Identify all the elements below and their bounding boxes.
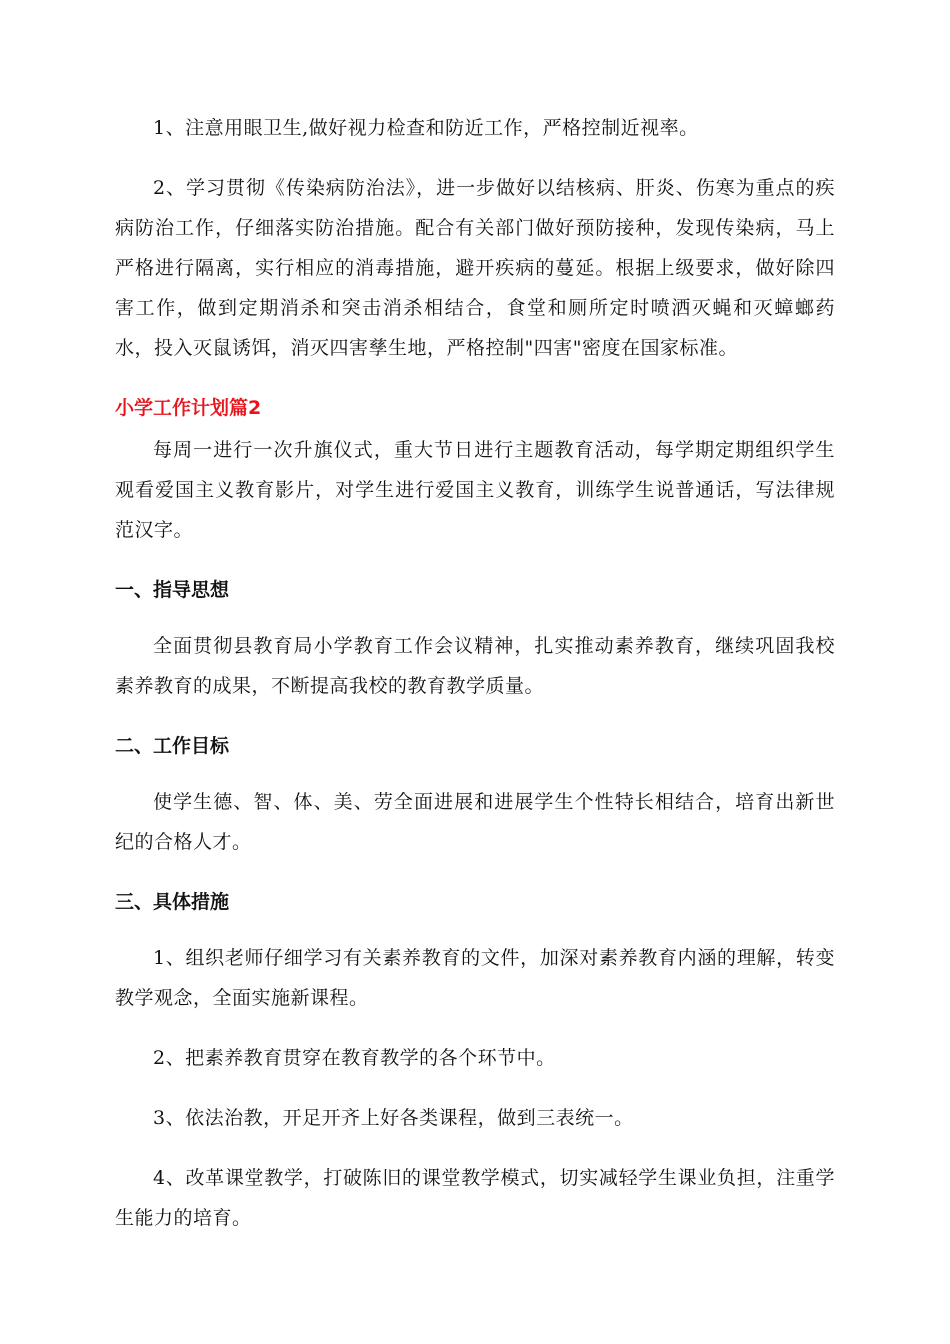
measure-item-1: 1、组织老师仔细学习有关素养教育的文件，加深对素养教育内涵的理解，转变教学观念，全面实施新课程。 — [115, 947, 835, 1009]
document-page — [115, 108, 835, 1258]
measure-item-3: 3、依法治教，开足开齐上好各类课程，做到三表统一。 — [153, 1107, 634, 1129]
paragraph-intro: 每周一进行一次升旗仪式，重大节日进行主题教育活动，每学期定期组织学生观看爱国主义教育影片，对学生进行爱国主义教育，训练学生说普通话，写法律规范汉字。 — [115, 439, 835, 541]
paragraph-work-goals: 使学生德、智、体、美、劳全面进展和进展学生个性特长相结合，培育出新世纪的合格人才。 — [115, 791, 835, 853]
measure-item-4: 4、改革课堂教学，打破陈旧的课堂教学模式，切实减轻学生课业负担，注重学生能力的培育。 — [115, 1167, 835, 1229]
heading-work-goals: 二、工作目标 — [115, 735, 230, 757]
measure-item-2: 2、把素养教育贯穿在教育教学的各个环节中。 — [153, 1047, 556, 1069]
paragraph-disease-prevention: 2、学习贯彻《传染病防治法》，进一步做好以结核病、肝炎、伤寒为重点的疾病防治工作，仔细落实防治措施。配合有关部门做好预防接种，发现传染病，马上严格进行隔离，实行相应的消毒措施，避开疾病的蔓延。根据上级要求，做好除四害工作，做到定期消杀和突击消杀相结合，食堂和厕所定时喷洒灭蝇和灭蟑螂药水，投入灭鼠诱饵，消灭四害孳生地，严格控制"四害"密度在国家标准。 — [115, 177, 835, 359]
heading-guiding-thought: 一、指导思想 — [115, 579, 230, 601]
paragraph-eye-health: 1、注意用眼卫生,做好视力检查和防近工作，严格控制近视率。 — [153, 117, 699, 139]
heading-specific-measures: 三、具体措施 — [115, 891, 230, 913]
paragraph-guiding-thought: 全面贯彻县教育局小学教育工作会议精神，扎实推动素养教育，继续巩固我校素养教育的成果，不断提高我校的教育教学质量。 — [115, 635, 835, 697]
section-title: 小学工作计划篇2 — [115, 397, 262, 419]
